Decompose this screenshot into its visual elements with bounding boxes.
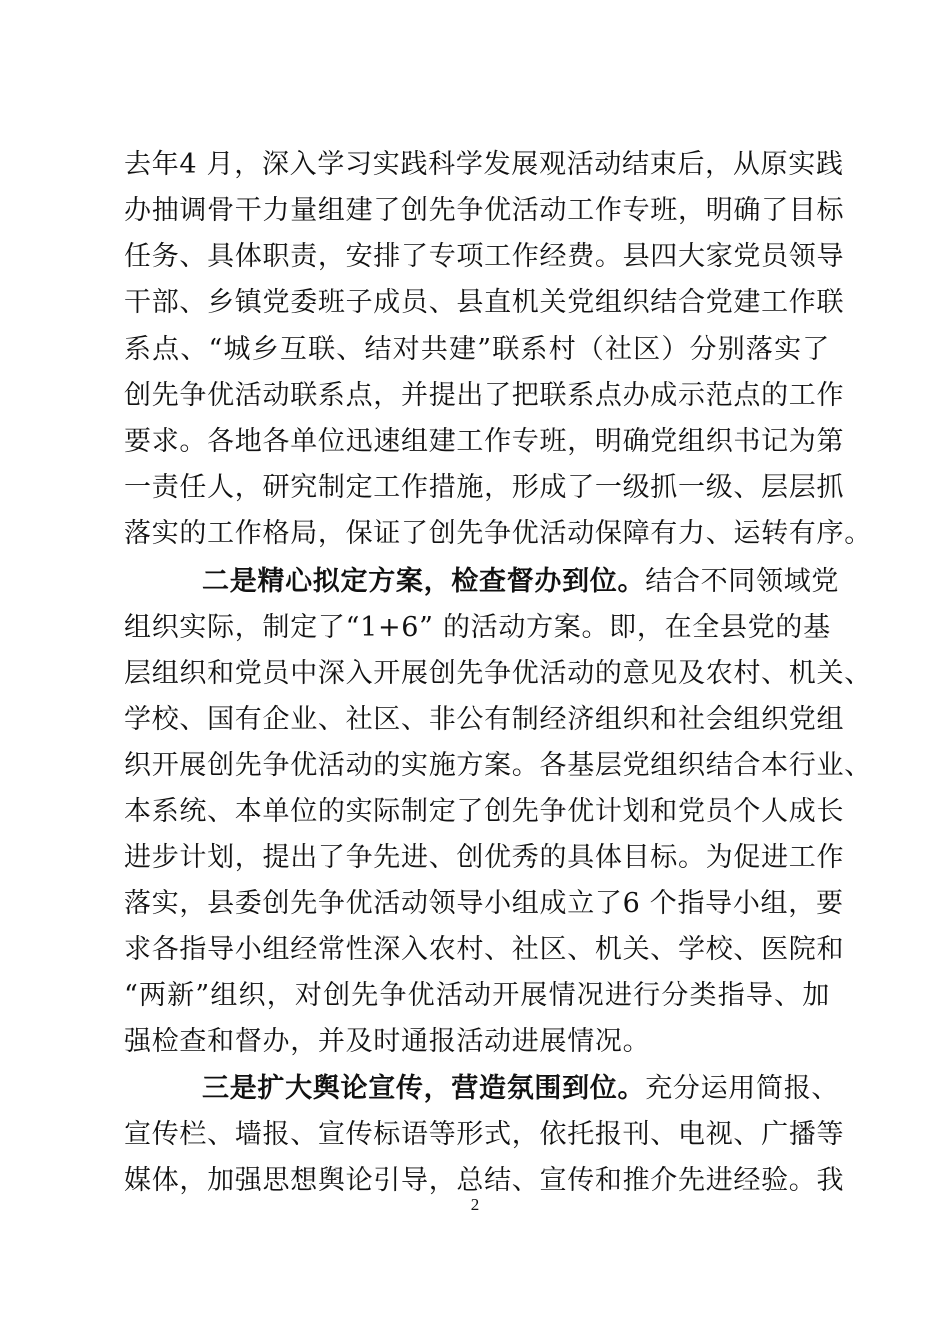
paragraph-2-line: 落实，县委创先争优活动领导小组成立了6 个指导小组，要 xyxy=(124,888,844,919)
paragraph-2-line: 强检查和督办，并及时通报活动进展情况。 xyxy=(124,1026,651,1057)
paragraph-1-line: 去年4 月，深入学习实践科学发展观活动结束后，从原实践 xyxy=(124,149,844,180)
paragraph-2-line: 织开展创先争优活动的实施方案。各基层党组织结合本行业、 xyxy=(124,750,872,781)
paragraph-1-line: 创先争优活动联系点，并提出了把联系点办成示范点的工作 xyxy=(124,380,845,411)
paragraph-2-line: 求各指导小组经常性深入农村、社区、机关、学校、医院和 xyxy=(124,934,845,965)
page-number: 2 xyxy=(470,1195,480,1214)
paragraph-2-line: 本系统、本单位的实际制定了创先争优计划和党员个人成长 xyxy=(124,796,845,827)
paragraph-2-first-line xyxy=(202,562,840,602)
paragraph-1-line: 干部、乡镇党委班子成员、县直机关党组织结合党建工作联 xyxy=(124,287,845,318)
paragraph-2-line: 组织实际，制定了“1+6” 的活动方案。即，在全县党的基 xyxy=(124,612,831,643)
paragraph-3-line: 媒体，加强思想舆论引导，总结、宣传和推介先进经验。我 xyxy=(124,1165,845,1196)
paragraph-3-line: 宣传栏、墙报、宣传标语等形式，依托报刊、电视、广播等 xyxy=(124,1119,845,1150)
paragraph-3-heading: 三是扩大舆论宣传，营造氛围到位。 xyxy=(202,1073,646,1104)
paragraph-2-heading: 二是精心拟定方案，检查督办到位。 xyxy=(202,566,646,597)
paragraph-2-line: 层组织和党员中深入开展创先争优活动的意见及农村、机关、 xyxy=(124,658,872,689)
paragraph-1-line: 任务、具体职责，安排了专项工作经费。县四大家党员领导 xyxy=(124,241,845,272)
paragraph-1-line: 落实的工作格局，保证了创先争优活动保障有力、运转有序。 xyxy=(124,518,872,549)
paragraph-1-line: 要求。各地各单位迅速组建工作专班，明确党组织书记为第 xyxy=(124,426,845,457)
paragraph-2-line: 学校、国有企业、社区、非公有制经济组织和社会组织党组 xyxy=(124,704,845,735)
paragraph-1-line: 系点、“城乡互联、结对共建”联系村（社区）分别落实了 xyxy=(124,334,830,365)
paragraph-1-line: 办抽调骨干力量组建了创先争优活动工作专班，明确了目标 xyxy=(124,195,845,226)
paragraph-1-line: 一责任人，研究制定工作措施，形成了一级抓一级、层层抓 xyxy=(124,472,845,503)
paragraph-3-first-line-text: 充分运用简报、 xyxy=(645,1073,840,1104)
paragraph-2-line: “两新”组织，对创先争优活动开展情况进行分类指导、加 xyxy=(124,980,830,1011)
paragraph-2-first-line-text: 结合不同领域党 xyxy=(645,566,840,597)
paragraph-3-first-line xyxy=(202,1069,840,1109)
paragraph-2-line: 进步计划，提出了争先进、创优秀的具体目标。为促进工作 xyxy=(124,842,845,873)
